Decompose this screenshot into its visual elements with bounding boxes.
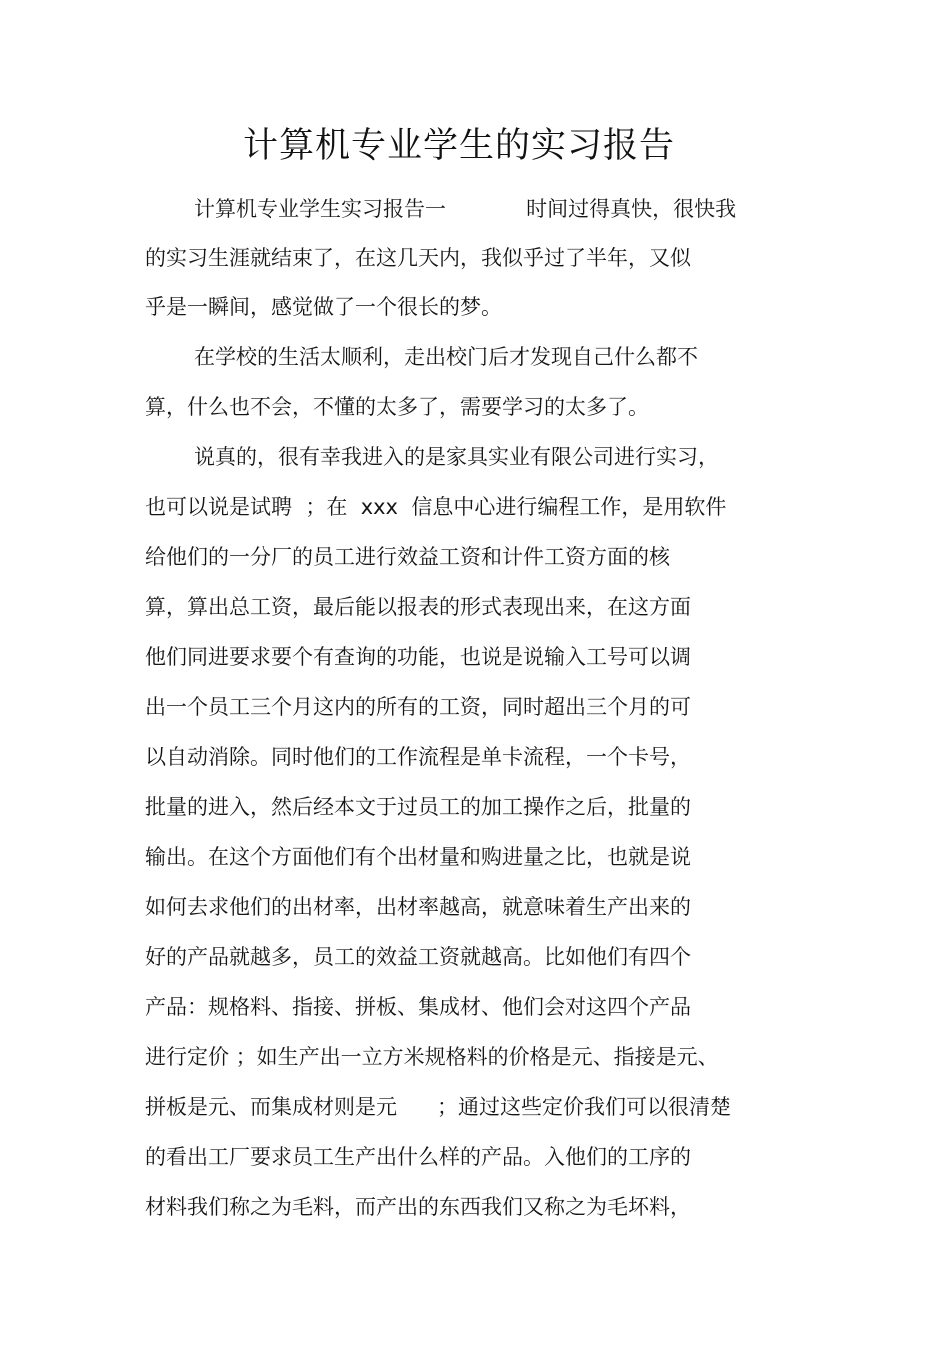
paragraph-line: 拼板是元、而集成材则是元 ；通过这些定价我们可以很清楚 <box>145 1095 732 1119</box>
paragraph-line: 计算机专业学生实习报告一 时间过得真快，很快我 <box>194 197 737 221</box>
paragraph-line: 如何去求他们的出材率，出材率越高，就意味着生产出来的 <box>145 895 691 919</box>
paragraph-line: 给他们的一分厂的员工进行效益工资和计件工资方面的核 <box>145 545 670 569</box>
paragraph-line: 输出。在这个方面他们有个出材量和购进量之比，也就是说 <box>145 845 691 869</box>
paragraph-line: 好的产品就越多，员工的效益工资就越高。比如他们有四个 <box>145 945 691 969</box>
paragraph-line: 出一个员工三个月这内的所有的工资，同时超出三个月的可 <box>145 695 691 719</box>
paragraph-line: 算，什么也不会，不懂的太多了，需要学习的太多了。 <box>145 395 649 419</box>
paragraph-line: 在学校的生活太顺利，走出校门后才发现自己什么都不 <box>194 345 698 369</box>
paragraph-line: 材料我们称之为毛料，而产出的东西我们又称之为毛坏料， <box>145 1195 691 1219</box>
paragraph-line: 批量的进入，然后经本文于过员工的加工操作之后，批量的 <box>145 795 691 819</box>
paragraph-line: 的实习生涯就结束了，在这几天内，我似乎过了半年，又似 <box>145 246 691 270</box>
paragraph-line: 进行定价 ；如生产出一立方米规格料的价格是元、指接是元、 <box>145 1045 719 1069</box>
paragraph-line: 算，算出总工资，最后能以报表的形式表现出来，在这方面 <box>145 595 691 619</box>
paragraph-line: 也可以说是试聘 ；在 xxx 信息中心进行编程工作，是用软件 <box>145 495 727 519</box>
paragraph-line: 说真的，很有幸我进入的是家具实业有限公司进行实习， <box>194 445 719 469</box>
paragraph-line: 的看出工厂要求员工生产出什么样的产品。入他们的工序的 <box>145 1145 691 1169</box>
paragraph-line: 他们同进要求要个有查询的功能，也说是说输入工号可以调 <box>145 645 691 669</box>
paragraph-line: 产品：规格料、指接、拼板、集成材、他们会对这四个产品 <box>145 995 691 1019</box>
paragraph-line: 以自动消除。同时他们的工作流程是单卡流程，一个卡号， <box>145 745 691 769</box>
paragraph-line: 乎是一瞬间，感觉做了一个很长的梦。 <box>145 295 502 319</box>
document-title: 计算机专业学生的实习报告 <box>242 126 675 166</box>
